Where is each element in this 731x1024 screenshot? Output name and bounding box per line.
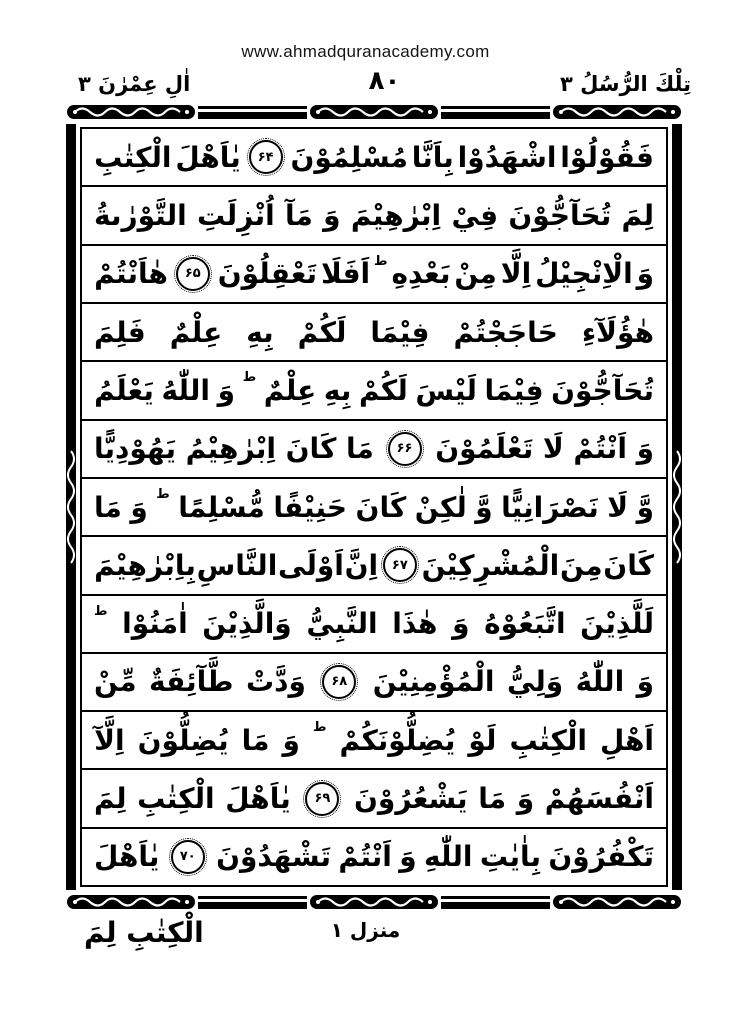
quran-line: [82, 654, 666, 712]
quran-word: لَيْسَ: [415, 373, 477, 407]
quran-word: هٰاَنْتُمْ: [94, 257, 168, 291]
juz-title: تِلْكَ الرُّسُلُ ٣: [559, 72, 691, 96]
quran-word: وَّ: [636, 490, 654, 524]
waqf-sign: ط: [312, 720, 327, 736]
quran-word: تُحَآجُّوْنَ: [551, 373, 654, 407]
quran-word: بِاِبْرٰهِيْمَ: [94, 548, 196, 582]
ayah-marker: ۶۶: [388, 432, 422, 466]
quran-word: مُّسْلِمًا: [178, 490, 265, 524]
quran-line: [82, 829, 666, 885]
quran-word: لِمَ: [94, 782, 127, 816]
quran-word: وَ: [636, 257, 654, 291]
quran-word: بِاَنَّا: [411, 140, 454, 174]
quran-word: بِهِ: [323, 373, 352, 407]
quran-line: [82, 187, 666, 245]
waqf-sign: ط: [374, 253, 388, 269]
quran-word: يَشْعُرُوْنَ: [354, 782, 468, 816]
ornament-bottom-band: [66, 890, 682, 914]
quran-word: وَ: [452, 607, 470, 641]
quran-word: عِلْمٌ: [169, 315, 223, 349]
border-rule: [198, 106, 307, 119]
quran-word: يَهُوْدِيًّا: [94, 432, 176, 466]
quran-word: حَاجَجْتُمْ: [453, 315, 558, 349]
quran-word: الْكِتٰبِ: [137, 782, 215, 816]
quran-word: وَالَّذِيْنَ: [202, 607, 292, 641]
quran-word: مَا: [478, 782, 507, 816]
quran-word: اِبْرٰهِيْمَ: [350, 198, 442, 232]
ayah-marker: ۶۸: [322, 665, 356, 699]
quran-word: اِلَّا: [500, 257, 532, 291]
quran-word: التَّوْرٰىةُ: [94, 198, 187, 232]
quran-word: فَقُوْلُوْا: [560, 140, 654, 174]
quran-word: اتَّبَعُوْهُ: [484, 607, 566, 641]
scroll-ornament-icon: [66, 447, 76, 567]
quran-word: اَهْلِ: [599, 723, 654, 757]
quran-word: مِّنْ: [94, 665, 137, 699]
quran-word: لَلَّذِيْنَ: [580, 607, 654, 641]
quran-word: بَعْدِهِ: [391, 257, 451, 291]
ornament-right-border: [672, 124, 682, 890]
quran-line: [82, 421, 666, 479]
quran-word: اَنْتُمْ: [573, 432, 627, 466]
quran-word: يٰاَهْلَ: [225, 782, 291, 816]
ayah-marker: ۶۷: [383, 548, 417, 582]
quran-word: وَ: [282, 723, 300, 757]
quran-word: الْكِتٰبِ: [509, 723, 587, 757]
quran-word: وَدَّتْ: [245, 665, 306, 699]
ornament-left-border: [66, 124, 76, 890]
quran-word: حَنِيْفًا: [273, 490, 348, 524]
quran-word: اِلَّآ: [94, 723, 125, 757]
quran-word: الْمُؤْمِنِيْنَ: [372, 665, 495, 699]
quran-word: لَكُمْ: [358, 373, 408, 407]
quran-word: فِيْمَا: [484, 373, 544, 407]
quran-word: لَكُمْ: [297, 315, 347, 349]
quran-word: تَعْلَمُوْنَ: [435, 432, 534, 466]
scroll-ornament-icon: [310, 103, 438, 121]
quran-word: اِنَّ: [344, 548, 379, 582]
scroll-ornament-icon: [672, 447, 682, 567]
quran-word: مَآ: [284, 198, 313, 232]
frame-middle: [66, 124, 682, 890]
ayah-marker: ۶۹: [305, 782, 339, 816]
border-rule: [441, 106, 550, 119]
quran-word: تَشْهَدُوْنَ: [216, 840, 332, 874]
quran-word: فِيْمَا: [370, 315, 430, 349]
scroll-ornament-icon: [553, 893, 681, 911]
quran-word: مِنْ: [454, 257, 497, 291]
quran-word: لَوْ: [468, 723, 497, 757]
quran-word: اَنْفُسَهُمْ: [544, 782, 654, 816]
quran-word: يَعْلَمُ: [94, 373, 154, 407]
waqf-sign: ط: [242, 370, 257, 386]
ayah-marker: ۷۰: [171, 840, 205, 874]
border-rule: [198, 896, 307, 909]
quran-word: بِهِ: [246, 315, 274, 349]
quran-word: اشْهَدُوْا: [457, 140, 557, 174]
quran-word: كَانَ: [603, 548, 654, 582]
quran-word: اِبْرٰهِيْمُ: [185, 432, 276, 466]
quran-word: كَانَ: [355, 490, 407, 524]
quran-line: [82, 712, 666, 770]
scroll-ornament-icon: [67, 103, 195, 121]
quran-word: نَصْرَانِيًّا: [501, 490, 599, 524]
scroll-ornament-icon: [310, 893, 438, 911]
border-rule: [441, 896, 550, 909]
quran-word: تُحَآجُّوْنَ: [508, 198, 612, 232]
ayah-marker: ۶۴: [249, 140, 283, 174]
quran-word: اللّٰهِ: [423, 840, 473, 874]
quran-line: [82, 362, 666, 420]
website-url: www.ahmadquranacademy.com: [241, 42, 490, 61]
scroll-ornament-icon: [553, 103, 681, 121]
quran-word: كَانَ: [285, 432, 337, 466]
quran-text-block: [80, 127, 668, 887]
quran-word: اٰمَنُوْا: [122, 607, 188, 641]
quran-word: اُنْزِلَتِ: [197, 198, 275, 232]
quran-word: اَوْلَى: [278, 548, 344, 582]
quran-word: اَفَلَا: [320, 257, 371, 291]
quran-word: الْمُشْرِكِيْنَ: [421, 548, 560, 582]
quran-word: وَ: [130, 490, 148, 524]
manzil-label: منزل ١: [330, 918, 401, 942]
surah-title: اٰلِ عِمْرٰنَ ٣: [78, 72, 191, 96]
catchword: الْكِتٰبِ لِمَ: [84, 916, 204, 949]
quran-word: لِمَ: [621, 198, 654, 232]
quran-word: وَ: [399, 840, 417, 874]
quran-line: [82, 246, 666, 304]
page-header: [40, 62, 691, 96]
quran-word: لَا: [607, 490, 629, 524]
quran-word: يُضِلُّوْنَ: [137, 723, 229, 757]
quran-word: اللّٰهُ: [161, 373, 210, 407]
quran-word: مَا: [346, 432, 374, 466]
quran-word: اللّٰهُ: [575, 665, 625, 699]
quran-word: فِيْ: [451, 198, 499, 232]
waqf-sign: ط: [94, 603, 108, 619]
waqf-sign: ط: [156, 486, 170, 502]
quran-word: تَكْفُرُوْنَ: [548, 840, 654, 874]
quran-word: طَّآئِفَةٌ: [148, 665, 234, 699]
quran-word: النَّاسِ: [196, 548, 278, 582]
quran-word: يُضِلُّوْنَكُمْ: [339, 723, 456, 757]
text-frame: [66, 100, 682, 914]
quran-word: لٰكِنْ: [414, 490, 467, 524]
quran-word: وَ: [217, 373, 235, 407]
quran-word: مُسْلِمُوْنَ: [290, 140, 408, 174]
quran-word: يٰاَهْلَ: [94, 840, 160, 874]
quran-word: مَا: [94, 490, 122, 524]
quran-line: [82, 479, 666, 537]
quran-word: فَلِمَ: [94, 315, 146, 349]
quran-word: وَ: [323, 198, 341, 232]
quran-line: [82, 770, 666, 828]
quran-word: الْكِتٰبِ: [94, 140, 172, 174]
quran-word: النَّبِيُّ: [306, 607, 378, 641]
quran-line: [82, 596, 666, 654]
scroll-ornament-icon: [67, 893, 195, 911]
page-number: ٨٠: [368, 66, 401, 96]
quran-word: وَّ: [475, 490, 493, 524]
quran-word: وَ: [516, 782, 535, 816]
quran-word: عِلْمٌ: [263, 373, 317, 407]
quran-line: [82, 537, 666, 595]
quran-word: اَنْتُمْ: [338, 840, 392, 874]
quran-line: [82, 129, 666, 187]
quran-word: وَ: [636, 432, 654, 466]
quran-word: يٰاَهْلَ: [175, 140, 241, 174]
quran-word: وَ: [636, 665, 654, 699]
quran-line: [82, 304, 666, 362]
quran-word: هٰؤُلَآءِ: [581, 315, 654, 349]
quran-word: مَا: [241, 723, 270, 757]
quran-word: الْاِنْجِيْلُ: [535, 257, 633, 291]
quran-word: تَعْقِلُوْنَ: [217, 257, 318, 291]
quran-word: وَلِيُّ: [506, 665, 564, 699]
quran-word: هٰذَا: [392, 607, 438, 641]
quran-word: بِاٰيٰتِ: [479, 840, 541, 874]
ornament-top-band: [66, 100, 682, 124]
quran-word: مِنَ: [560, 548, 603, 582]
ayah-marker: ۶۵: [176, 257, 210, 291]
quran-word: لَا: [542, 432, 564, 466]
